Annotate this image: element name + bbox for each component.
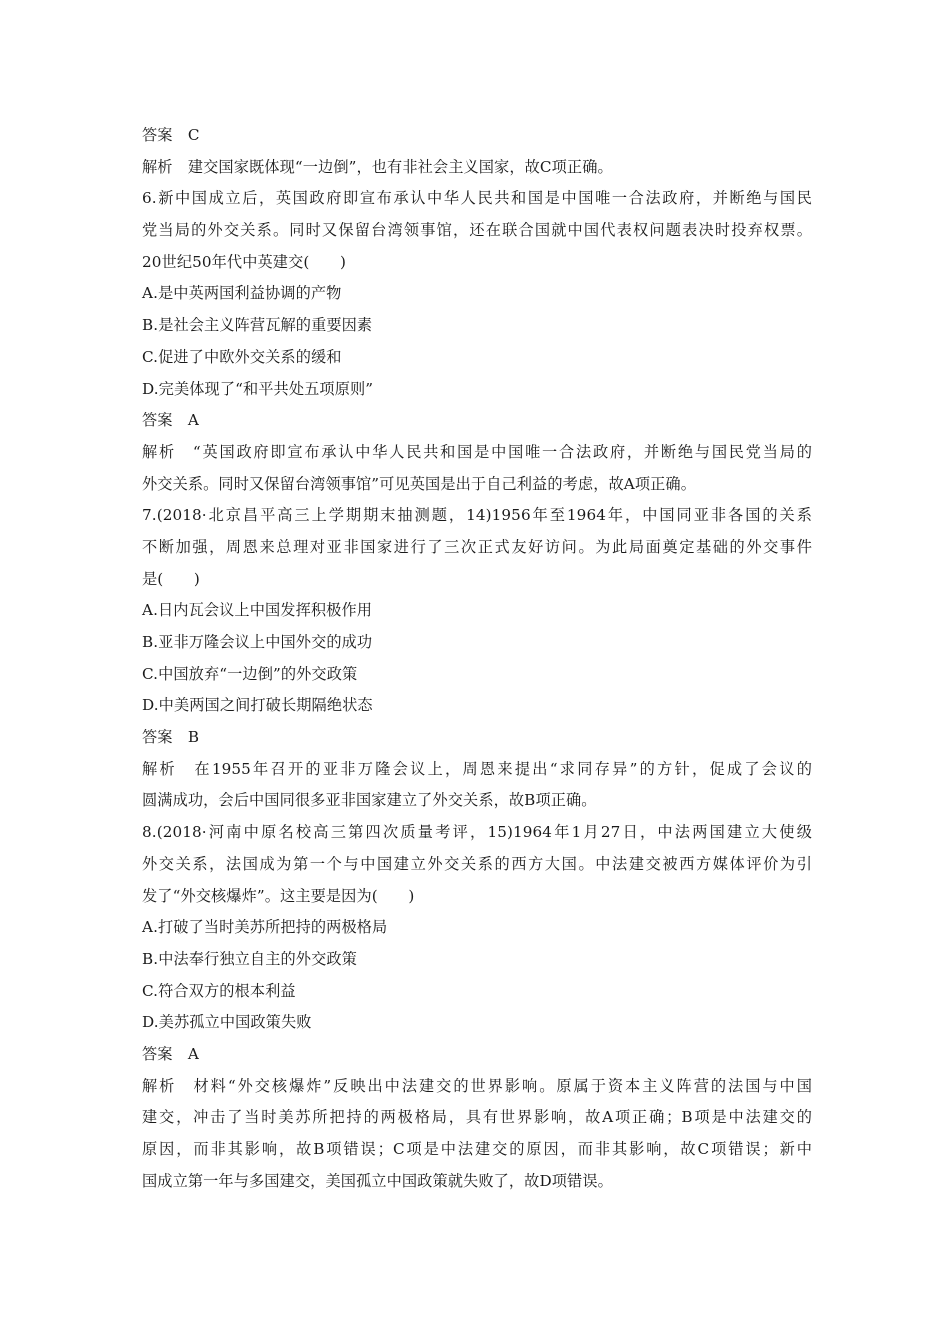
document-body <box>142 120 812 1197</box>
text-line: B.是社会主义阵营瓦解的重要因素 <box>142 316 373 335</box>
text-line: 建交，冲击了当时美苏所把持的两极格局，具有世界影响，故A项正确；B项是中法建交的 <box>142 1108 812 1127</box>
text-line: 不断加强，周恩来总理对亚非国家进行了三次正式友好访问。为此局面奠定基础的外交事件 <box>142 537 812 556</box>
text-line: 20世纪50年代中英建交( ) <box>142 252 346 271</box>
text-line: D.完美体现了“和平共处五项原则” <box>142 379 374 398</box>
text-line: 党当局的外交关系。同时又保留台湾领事馆，还在联合国就中国代表权问题表决时投弃权票。 <box>142 221 812 240</box>
text-line: 答案 A <box>142 411 199 430</box>
text-line: 发了“外交核爆炸”。这主要是因为( ) <box>142 886 415 905</box>
text-line: 7.(2018·北京昌平高三上学期期末抽测题，14)1956年至1964年，中国同亚非各国的关系 <box>142 506 812 525</box>
text-line: 圆满成功，会后中国同很多亚非国家建立了外交关系，故B项正确。 <box>142 791 597 810</box>
text-line: 解析 材料“外交核爆炸”反映出中法建交的世界影响。原属于资本主义阵营的法国与中国 <box>142 1076 812 1095</box>
text-line: 答案 B <box>142 728 200 747</box>
text-line: 外交关系，法国成为第一个与中国建立外交关系的西方大国。中法建交被西方媒体评价为引 <box>142 854 812 873</box>
text-line: 外交关系。同时又保留台湾领事馆”可见英国是出于自己利益的考虑，故A项正确。 <box>142 474 696 493</box>
text-line: C.符合双方的根本利益 <box>142 981 296 1000</box>
text-line: A.日内瓦会议上中国发挥积极作用 <box>142 601 373 620</box>
text-line: D.美苏孤立中国政策失败 <box>142 1013 312 1032</box>
text-line: 6.新中国成立后，英国政府即宣布承认中华人民共和国是中国唯一合法政府，并断绝与国民 <box>142 189 812 208</box>
text-line: C.促进了中欧外交关系的缓和 <box>142 347 342 366</box>
text-line: 原因，而非其影响，故B项错误；C项是中法建交的原因，而非其影响，故C项错误；新中 <box>142 1140 812 1158</box>
text-line: A.是中英两国利益协调的产物 <box>142 284 342 303</box>
text-line: 答案 A <box>142 1044 199 1063</box>
text-line: B.中法奉行独立自主的外交政策 <box>142 949 357 968</box>
text-line: D.中美两国之间打破长期隔绝状态 <box>142 696 373 715</box>
text-line: 答案 C <box>142 126 200 144</box>
text-line: 8.(2018·河南中原名校高三第四次质量考评，15)1964年1月27日，中法两国建立大使级 <box>142 823 812 842</box>
text-line: A.打破了当时美苏所把持的两极格局 <box>142 918 388 937</box>
text-line: 国成立第一年与多国建交，美国孤立中国政策就失败了，故D项错误。 <box>142 1171 613 1190</box>
text-line: 解析 “英国政府即宣布承认中华人民共和国是中国唯一合法政府，并断绝与国民党当局的 <box>142 442 812 461</box>
text-line: 解析 在1955年召开的亚非万隆会议上，周恩来提出“求同存异”的方针，促成了会议的 <box>142 759 812 778</box>
text-line: B.亚非万隆会议上中国外交的成功 <box>142 633 373 651</box>
text-line: 是( ) <box>142 569 200 588</box>
text-line: C.中国放弃“一边倒”的外交政策 <box>142 664 358 683</box>
text-line: 解析 建交国家既体现“一边倒”，也有非社会主义国家，故C项正确。 <box>142 157 613 176</box>
